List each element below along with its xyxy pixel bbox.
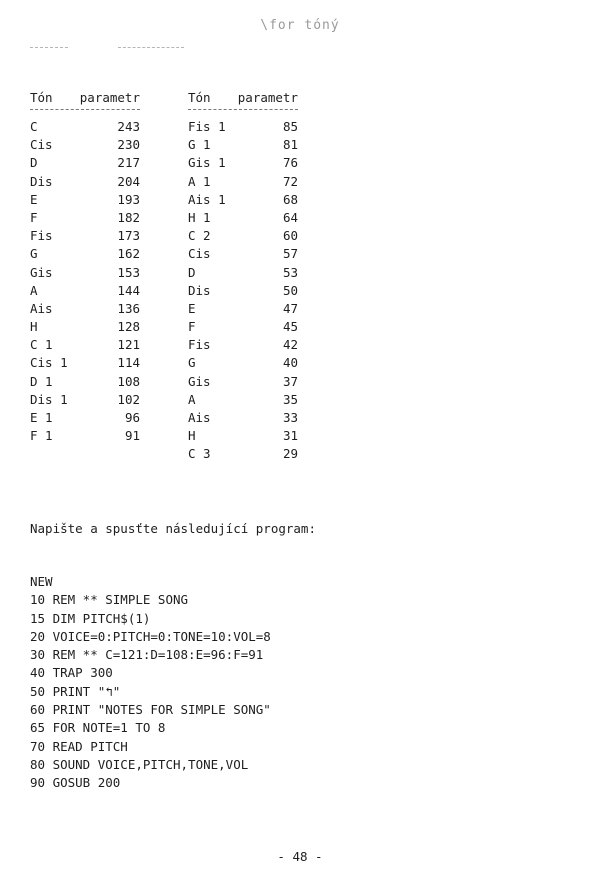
tone-parameter: 53 [282,264,298,280]
tone-parameter: 60 [282,228,298,244]
table-row [188,282,298,300]
table-row [30,154,140,172]
table-row [30,209,140,227]
table-row [30,282,140,300]
table-row [188,391,298,409]
table-row [30,354,140,372]
program-line: 20 VOICE=0:PITCH=0:TONE=10:VOL=8 [30,628,271,644]
table-row [30,245,140,263]
tone-name: Gis [188,373,211,389]
table-row [30,409,140,427]
tone-parameter: 45 [282,319,298,335]
table-row [188,173,298,191]
instruction-text: Napište a spusťte následující program: [30,521,316,536]
tone-parameter: 182 [117,209,140,225]
header-rule-left [30,47,68,48]
tone-name: G [30,246,38,262]
column-header-tone: Tón [188,90,211,105]
tone-name: Fis 1 [188,119,226,134]
tone-parameter: 121 [117,337,140,353]
tone-parameter: 243 [117,119,140,134]
tone-name: G [188,355,196,371]
tone-name: F [188,319,196,335]
tone-parameter: 162 [117,246,140,262]
program-line: 60 PRINT "NOTES FOR SIMPLE SONG" [30,702,271,718]
tone-name: Ais [30,300,53,316]
tone-name: C 1 [30,337,53,353]
tone-rows [30,118,140,445]
program-line: 40 TRAP 300 [30,665,113,681]
table-row [30,300,140,318]
table-row [30,391,140,409]
tone-name: Dis [30,173,53,189]
tone-name: F [30,209,38,225]
tone-name: F 1 [30,428,53,444]
tone-name: Cis [30,137,53,153]
table-row [188,409,298,427]
tone-name: H [30,319,38,335]
column-header-parameter: parametr [237,90,298,105]
tone-parameter: 35 [282,391,298,407]
tone-name: Gis 1 [188,155,226,171]
tone-name: E 1 [30,410,53,425]
page-number: - 48 - [277,849,323,864]
tone-parameter: 96 [124,410,140,425]
tone-parameter: 50 [282,282,298,298]
tone-parameter: 31 [282,428,298,444]
table-row [30,118,140,136]
tone-parameter: 57 [282,246,298,262]
table-row [30,191,140,209]
tone-parameter: 42 [282,337,298,353]
tone-name: G 1 [188,137,211,153]
tone-name: Ais 1 [188,191,226,207]
program-line: 30 REM ** C=121:D=108:E=96:F=91 [30,647,264,663]
tone-name: A [188,391,196,407]
table-row [188,209,298,227]
tone-parameter: 47 [282,300,298,316]
tone-name: Dis [188,282,211,298]
tone-parameter: 114 [117,355,140,371]
tone-name: Cis 1 [30,355,68,371]
tone-name: Dis 1 [30,391,68,407]
table-row [188,354,298,372]
column-header-tone: Tón [30,90,53,105]
table-row [30,373,140,391]
tone-table-left [30,90,140,445]
tone-name: C 3 [188,446,211,462]
table-row [188,445,298,463]
table-row [188,154,298,172]
program-line: NEW [30,574,53,589]
tone-parameter: 72 [282,173,298,189]
tone-name: C 2 [188,228,211,244]
tone-parameter: 204 [117,173,140,189]
tone-name: C [30,119,38,134]
table-row [30,318,140,336]
table-row [30,136,140,154]
tone-parameter: 144 [117,282,140,298]
table-row [30,336,140,354]
table-row [188,227,298,245]
table-header [30,90,140,108]
tone-name: D [30,155,38,171]
table-row [188,300,298,318]
program-line: 10 REM ** SIMPLE SONG [30,592,189,608]
header-rule [30,109,140,110]
table-row [188,136,298,154]
tone-table-right [188,90,298,464]
tone-parameter: 85 [282,119,298,134]
tone-parameter: 153 [117,264,140,280]
program-line: 70 READ PITCH [30,738,128,754]
column-header-parameter: parametr [79,90,140,105]
table-row [30,264,140,282]
tone-name: Fis [30,228,53,244]
table-row [30,427,140,445]
tone-name: Cis [188,246,211,262]
tone-name: D 1 [30,373,53,389]
tone-parameter: 217 [117,155,140,171]
tone-parameter: 68 [282,191,298,207]
table-row [188,336,298,354]
table-row [188,118,298,136]
tone-name: Gis [30,264,53,280]
page-header: \for tóný [260,18,340,33]
tone-name: E [188,300,196,316]
tone-name: E [30,191,38,207]
tone-parameter: 108 [117,373,140,389]
tone-parameter: 37 [282,373,298,389]
tone-parameter: 64 [282,209,298,225]
table-row [188,245,298,263]
table-row [188,264,298,282]
tone-name: Ais [188,410,211,425]
tone-parameter: 76 [282,155,298,171]
tone-parameter: 128 [117,319,140,335]
tone-rows [188,118,298,464]
header-rule-right [118,47,184,48]
tone-parameter: 81 [282,137,298,153]
tone-parameter: 91 [124,428,140,444]
table-row [188,318,298,336]
program-line: 90 GOSUB 200 [30,775,121,791]
tone-name: D [188,264,196,280]
table-row [188,373,298,391]
program-line: 50 PRINT "↰" [30,683,121,699]
tone-name: A 1 [188,173,211,189]
program-line: 65 FOR NOTE=1 TO 8 [30,720,166,736]
program-line: 80 SOUND VOICE,PITCH,TONE,VOL [30,756,249,772]
tone-name: H 1 [188,209,211,225]
tone-parameter: 29 [282,446,298,462]
program-listing [30,573,271,793]
table-row [188,427,298,445]
tone-name: H [188,428,196,444]
tone-parameter: 40 [282,355,298,371]
program-line: 15 DIM PITCH$(1) [30,610,151,626]
table-row [30,227,140,245]
tone-name: A [30,282,38,298]
header-rule [188,109,298,110]
tone-parameter: 102 [117,391,140,407]
table-row [30,173,140,191]
tone-parameter: 136 [117,300,140,316]
tone-parameter: 193 [117,191,140,207]
tone-parameter: 173 [117,228,140,244]
tone-parameter: 33 [282,410,298,425]
table-header [188,90,298,108]
table-row [188,191,298,209]
tone-name: Fis [188,337,211,353]
tone-parameter: 230 [117,137,140,153]
